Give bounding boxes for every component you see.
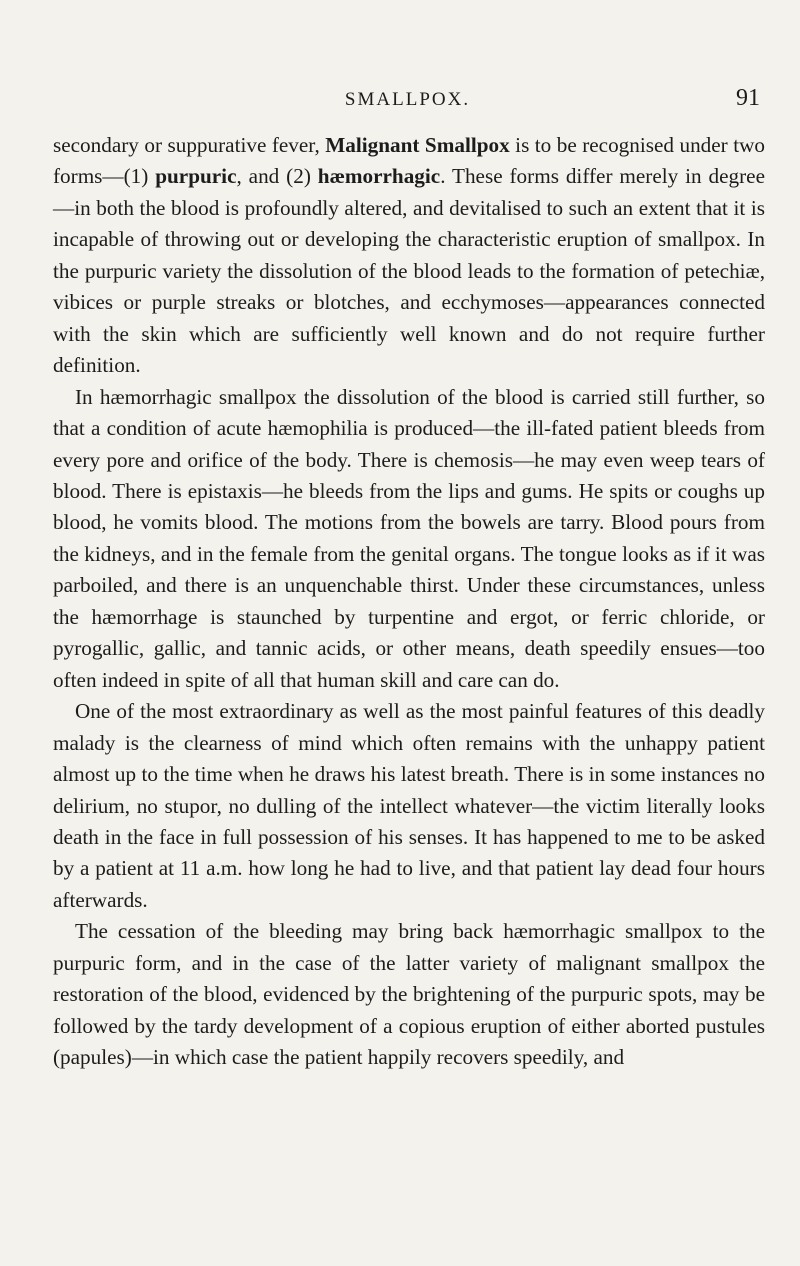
running-head [55,85,760,115]
body-text [53,130,765,1074]
running-title: SMALLPOX. [344,89,471,110]
text-run: The cessation of the bleeding may bring back hæmorrhagic smallpox to the purpuric form, and in the case of the latter variety of malignant smallpox the restoration of the blood, evidenced by the brightening of the purpuric spots, may be followed by the tardy development of a copious eruption of either aborted pustules (papules)—in which case the patient happily recovers speedily, and [53,919,765,1070]
text-run: . These forms differ merely in degree—in both the blood is profoundly altered, and devitalised to such an extent that it is incapable of throwing out or developing the characteristic eruption of smallpox. In the purpuric variety the dissolution of the blood leads to the formation of petechiæ, vibices or purple streaks or blotches, and ecchymoses—appearances connected with the skin which are sufficiently well known and do not require further definition. [53,164,765,378]
bold-term: hæmorrhagic [317,164,441,189]
paragraph [53,916,765,1073]
text-run: secondary or suppurative fever, [53,133,326,157]
text-run: In hæmorrhagic smallpox the dissolution of the blood is carried still further, so that a condition of acute hæmophilia is produced—the ill-fated patient bleeds from every pore and orifice of the body. There is chemosis—he may even weep tears of blood. There is epistaxis—he bleeds from the lips and gums. He spits or coughs up blood, he vomits blood. The motions from the bowels are tarry. Blood pours from the kidneys, and in the female from the genital organs. The tongue looks as if it was parboiled, and there is an unquenchable thirst. Under these circumstances, unless the hæmorrhage is staunched by turpentine and ergot, or ferric chloride, or pyrogallic, gallic, and tannic acids, or other means, death speedily ensues—too often indeed in spite of all that human skill and care can do. [53,384,765,692]
paragraph [53,382,765,697]
bold-term: Malignant Smallpox [325,133,510,157]
text-run: , and (2) [236,164,318,189]
page-number: 91 [736,85,760,111]
paragraph [53,130,765,382]
text-run: One of the most extraordinary as well as the most painful features of this deadly malady is the clearness of mind which often remains with the unhappy patient almost up to the time when he draws his latest breath. There is in some instances no delirium, no stupor, no dulling of the intellect whatever—the victim literally looks death in the face in full possession of his senses. It has happened to me to be asked by a patient at 11 a.m. how long he had to live, and that patient lay dead four hours afterwards. [53,699,765,912]
text-run: is to be recognised under two forms—(1) [53,133,765,189]
bold-term: purpuric [155,164,237,189]
paragraph [53,696,765,916]
